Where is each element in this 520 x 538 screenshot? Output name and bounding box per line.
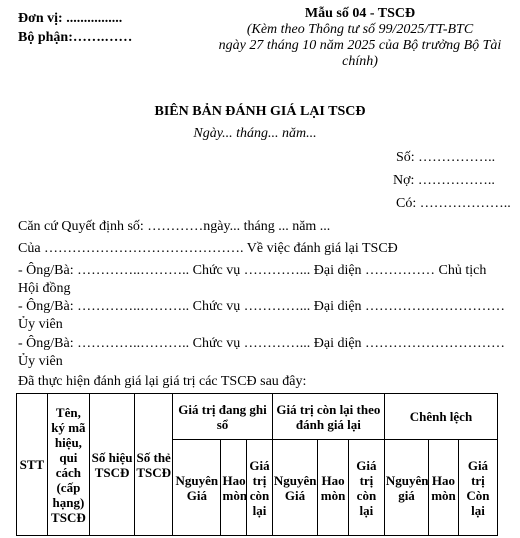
form-number: Mẫu số 04 - TSCĐ: [304, 6, 416, 21]
sub-reval-depreciation: Hao mòn: [318, 440, 349, 536]
sub-book-remaining: Giá trị còn lại: [247, 440, 273, 536]
col-asset-name: Tên, ký mã hiệu, qui cách (cấp hạng) TSCĐ: [47, 394, 89, 536]
member-3-line: - Ông/Bà: …………..……….. Chức vụ …………... Đại diện …………………………: [18, 336, 506, 351]
sub-diff-depreciation: Hao mòn: [429, 440, 459, 536]
member-2-line: - Ông/Bà: …………..……….. Chức vụ …………... Đại diện …………………………: [18, 299, 506, 314]
circular-line-1: (Kèm theo Thông tư số 99/2025/TT-BTC: [246, 22, 474, 37]
sub-book-cost: Nguyên Giá: [173, 440, 221, 536]
col-stt: STT: [17, 394, 48, 536]
member-3-role: Ủy viên: [18, 354, 63, 369]
member-1-line: - Ông/Bà: …………..……….. Chức vụ …………... Đại diện …………… Chủ tịch: [18, 263, 487, 278]
of-line: Của ……………………………………. Về việc đánh giá lại TSCĐ: [18, 241, 398, 256]
member-1-role: Hội đồng: [18, 281, 71, 296]
co-field: Có: ………………..: [396, 196, 511, 211]
col-remaining-value: Giá trị còn lại theo đánh giá lại: [272, 394, 384, 440]
no-field: Nợ: ……………..: [393, 173, 495, 188]
member-2-role: Ủy viên: [18, 317, 63, 332]
col-asset-number: Số hiệu TSCĐ: [89, 394, 134, 536]
sub-reval-remaining: Giá trị còn lại: [348, 440, 384, 536]
sub-reval-cost: Nguyên Giá: [272, 440, 317, 536]
date-line: Ngày... tháng... năm...: [193, 126, 317, 141]
circular-line-3: chính): [342, 54, 378, 69]
form-header: [205, 6, 515, 70]
sub-book-depreciation: Hao mòn: [221, 440, 247, 536]
document-title: BIÊN BẢN ĐÁNH GIÁ LẠI TSCĐ: [154, 104, 366, 119]
circular-line-2: ngày 27 tháng 10 năm 2025 của Bộ trưởng Bộ Tài: [218, 38, 502, 53]
sub-diff-cost: Nguyên giá: [384, 440, 428, 536]
department-label: Bộ phận:…….……: [18, 30, 133, 45]
decision-line: Căn cứ Quyết định số: …………ngày... tháng ... năm ...: [18, 219, 331, 234]
unit-label: Đơn vị: ................: [18, 11, 123, 26]
so-field: Số: ……………..: [396, 150, 496, 165]
col-difference: Chênh lệch: [384, 394, 497, 440]
sub-diff-remaining: Giá trị Còn lại: [458, 440, 497, 536]
col-book-value: Giá trị đang ghi sổ: [173, 394, 273, 440]
performed-line: Đã thực hiện đánh giá lại giá trị các TSCĐ sau đây:: [18, 374, 307, 389]
revaluation-table: [16, 393, 498, 536]
col-card-number: Số thẻ TSCĐ: [135, 394, 173, 536]
